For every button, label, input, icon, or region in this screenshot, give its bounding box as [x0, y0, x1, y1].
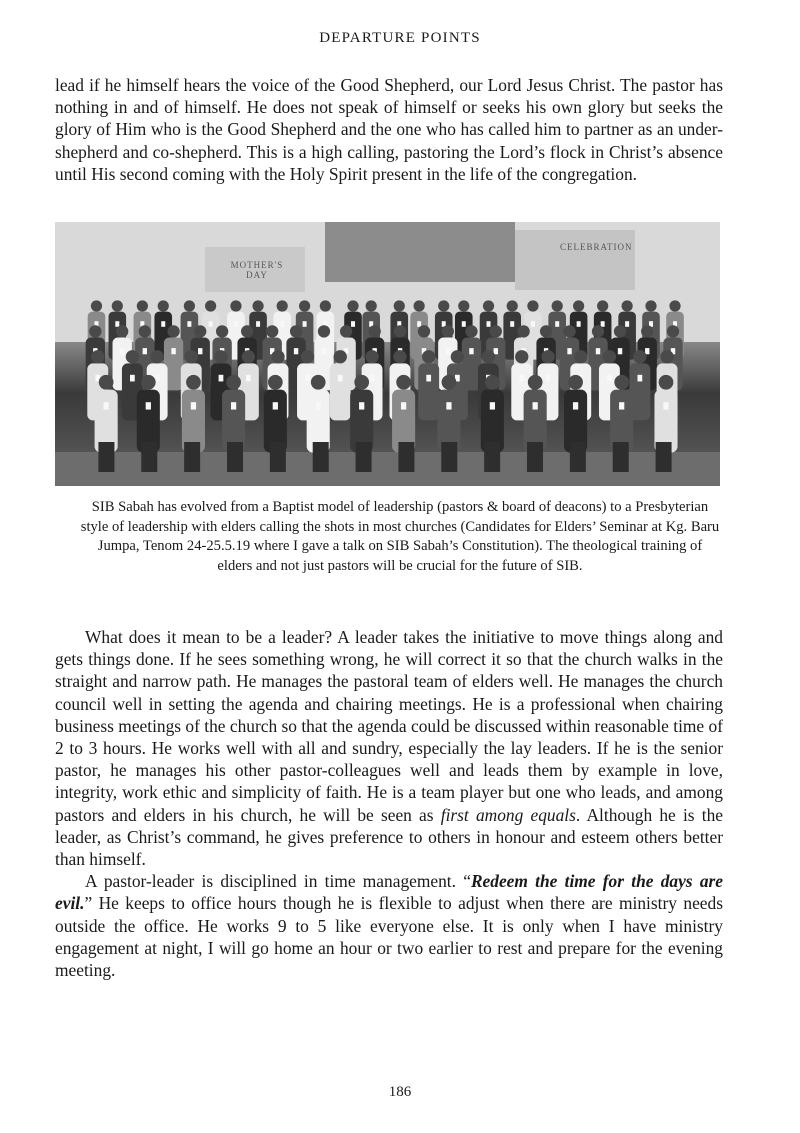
person-head — [311, 375, 326, 390]
person-head — [266, 325, 278, 337]
person-badge — [567, 348, 571, 354]
person-head — [507, 300, 518, 311]
person-head — [517, 325, 529, 337]
person-head — [485, 375, 500, 390]
person-head — [347, 300, 358, 311]
person-head — [139, 325, 151, 337]
person-badge — [104, 402, 109, 409]
person-head — [552, 300, 563, 311]
person-head — [633, 350, 646, 363]
person-head — [150, 350, 163, 363]
person-badge — [120, 348, 124, 354]
person-head — [99, 375, 114, 390]
person-badge — [531, 321, 535, 327]
person-badge — [198, 348, 202, 354]
person-badge — [607, 375, 612, 382]
projection-screen — [325, 222, 515, 282]
person-badge — [351, 321, 355, 327]
person-head — [365, 350, 378, 363]
person-head — [527, 300, 538, 311]
person-badge — [231, 402, 236, 409]
person-legs — [313, 442, 329, 472]
person-head — [89, 325, 101, 337]
person-badge — [219, 375, 224, 382]
emphasis-phrase: first among equals — [440, 804, 576, 825]
person-legs — [227, 442, 243, 472]
person-badge — [490, 402, 495, 409]
person-badge — [155, 375, 160, 382]
person-legs — [441, 442, 457, 472]
person-legs — [527, 442, 543, 472]
person-head — [205, 300, 216, 311]
person-head — [592, 325, 604, 337]
person-badge — [494, 348, 498, 354]
person-head — [230, 300, 241, 311]
person-badge — [161, 321, 165, 327]
body-paragraph-1: What does it mean to be a leader? A leader takes the initiative to move things along and gets things done. If he sees something wrong, he will correct it so that the church walks in the straight and narrow path. He manages the pastoral team of elders well. He manages the church council well in setting the agenda and chairing meetings. He is a professional when chairing business meetings of the church so that the agenda could be discussed within reasonable time of 2 to 3 hours. He works well with all and sundry, especially the lay leaders. If he is the senior pastor, he manages his other pastor-colleagues well and leads them by example in love, integrity, work ethic and simplicity of faith. He is a team player but one who leads, and among pastors and elders in his church, he will be seen as first among equals. Although he is the leader, as Christ’s command, he gives preference to others in honour and esteem others better than himself. — [55, 627, 723, 870]
person-badge — [469, 348, 473, 354]
person-head — [394, 325, 406, 337]
person-head — [645, 300, 656, 311]
person-head — [91, 350, 104, 363]
person-badge — [370, 375, 375, 382]
person-head — [490, 325, 502, 337]
person-badge — [171, 348, 175, 354]
person-head — [242, 350, 255, 363]
person-legs — [398, 442, 414, 472]
person-head — [573, 300, 584, 311]
group-photo — [55, 222, 720, 486]
person-head — [597, 300, 608, 311]
person-badge — [191, 402, 196, 409]
person-badge — [546, 375, 551, 382]
person-head — [116, 325, 128, 337]
person-head — [574, 350, 587, 363]
person-head — [393, 350, 406, 363]
person-head — [91, 300, 102, 311]
person-head — [368, 325, 380, 337]
person-badge — [322, 348, 326, 354]
person-head — [659, 375, 674, 390]
person-head — [438, 300, 449, 311]
person-head — [340, 325, 352, 337]
person-head — [185, 350, 198, 363]
person-head — [660, 350, 673, 363]
person-badge — [462, 321, 466, 327]
person-badge — [446, 402, 451, 409]
person-badge — [338, 375, 343, 382]
person-head — [252, 300, 263, 311]
person-head — [451, 350, 464, 363]
person-legs — [184, 442, 200, 472]
person-head — [442, 375, 457, 390]
continued-paragraph — [55, 74, 723, 185]
person-badge — [625, 321, 629, 327]
person-head — [141, 375, 156, 390]
person-badge — [533, 402, 538, 409]
person-badge — [280, 321, 284, 327]
person-legs — [613, 442, 629, 472]
person-head — [354, 375, 369, 390]
person-badge — [187, 321, 191, 327]
person-badge — [256, 321, 260, 327]
person-head — [482, 350, 495, 363]
person-badge — [555, 321, 559, 327]
person-legs — [570, 442, 586, 472]
person-badge — [417, 321, 421, 327]
person-head — [194, 325, 206, 337]
person-head — [241, 325, 253, 337]
person-badge — [573, 402, 578, 409]
person-head — [528, 375, 543, 390]
person-badge — [510, 321, 514, 327]
person-head — [540, 325, 552, 337]
page-number: 186 — [388, 1084, 412, 1100]
photo-sign-left: MOTHER'S DAY — [230, 260, 284, 280]
person-badge — [130, 375, 135, 382]
person-badge — [115, 321, 119, 327]
person-badge — [645, 348, 649, 354]
person-head — [301, 350, 314, 363]
person-badge — [487, 321, 491, 327]
person-head — [216, 325, 228, 337]
person-head — [268, 375, 283, 390]
group-photo-illustration — [55, 222, 720, 486]
person-badge — [143, 348, 147, 354]
body-text — [55, 626, 723, 981]
person-legs — [484, 442, 500, 472]
person-head — [541, 350, 554, 363]
body-paragraph-2: A pastor-leader is disciplined in time management. “Redeem the time for the days are evil.” He keeps to office hours though he is flexible to adjust when there are ministry needs outside the office. He works 9 to 5 like everyone else. It is only when I have ministry engagement at night, I will go home an hour or two earlier to rest and prepare for the evening meeting. — [55, 871, 723, 981]
photo-caption: SIB Sabah has evolved from a Baptist model of leadership (pastors & board of deacons) to a Presbyterian style of leadership with elders calling the shots in most churches (Candidates for Elders’ Seminar at Kg. Baru Jumpa, Tenom 24-25.5.19 where I gave a talk on SIB Sabah’s Constitution). The theological training of elders and not just pastors will be crucial for the future of SIB. — [80, 499, 720, 574]
person-head — [137, 300, 148, 311]
person-badge — [246, 375, 251, 382]
scripture-quote: Redeem the time for the days are evil. — [55, 871, 723, 914]
person-head — [603, 350, 616, 363]
person-body — [330, 363, 351, 420]
person-badge — [596, 348, 600, 354]
person-head — [465, 325, 477, 337]
person-head — [396, 375, 411, 390]
person-head — [667, 325, 679, 337]
celebration-banner — [515, 230, 635, 290]
person-head — [563, 325, 575, 337]
person-head — [418, 325, 430, 337]
person-badge — [663, 402, 668, 409]
person-badge — [273, 402, 278, 409]
person-head — [366, 300, 377, 311]
person-head — [641, 325, 653, 337]
person-head — [422, 350, 435, 363]
person-badge — [303, 321, 307, 327]
person-badge — [601, 321, 605, 327]
person-badge — [316, 402, 321, 409]
person-head — [226, 375, 241, 390]
person-head — [158, 300, 169, 311]
person-badge — [637, 375, 642, 382]
person-badge — [577, 321, 581, 327]
person-head — [334, 350, 347, 363]
person-head — [458, 300, 469, 311]
person-legs — [356, 442, 372, 472]
person-head — [271, 350, 284, 363]
person-body — [418, 363, 439, 420]
person-head — [126, 350, 139, 363]
photo-sign-right: CELEBRATION — [560, 242, 633, 252]
person-head — [214, 350, 227, 363]
person-head — [669, 300, 680, 311]
person-legs — [656, 442, 672, 472]
person-head — [414, 300, 425, 311]
person-badge — [234, 321, 238, 327]
person-badge — [519, 375, 524, 382]
person-badge — [294, 348, 298, 354]
paragraph-text: lead if he himself hears the voice of the Good Shepherd, our Lord Jesus Christ. The pastor has nothing in and of himself. He does not speak of himself or seeks his own glory but seeks the glory of Him who is the Good Shepherd and the one who has called him to partner as an under-shepherd and co-shepherd. This is a high calling, pastoring the Lord’s flock in Christ’s absence until His second coming with the Holy Spirit present in the life of the congregation. — [55, 75, 723, 184]
person-head — [186, 375, 201, 390]
person-legs — [270, 442, 286, 472]
person-head — [568, 375, 583, 390]
person-head — [394, 300, 405, 311]
person-badge — [618, 348, 622, 354]
person-head — [442, 325, 454, 337]
person-head — [483, 300, 494, 311]
person-badge — [146, 402, 151, 409]
person-head — [290, 325, 302, 337]
person-badge — [619, 402, 624, 409]
person-head — [184, 300, 195, 311]
running-header: DEPARTURE POINTS — [319, 30, 481, 46]
person-badge — [426, 375, 431, 382]
person-head — [622, 300, 633, 311]
person-head — [277, 300, 288, 311]
person-badge — [401, 402, 406, 409]
person-head — [614, 375, 629, 390]
person-head — [318, 325, 330, 337]
person-head — [515, 350, 528, 363]
person-head — [320, 300, 331, 311]
person-badge — [359, 402, 364, 409]
person-legs — [98, 442, 114, 472]
person-head — [167, 325, 179, 337]
person-badge — [305, 375, 310, 382]
person-badge — [446, 348, 450, 354]
person-head — [112, 300, 123, 311]
person-head — [299, 300, 310, 311]
person-badge — [209, 321, 213, 327]
person-legs — [141, 442, 157, 472]
person-head — [614, 325, 626, 337]
